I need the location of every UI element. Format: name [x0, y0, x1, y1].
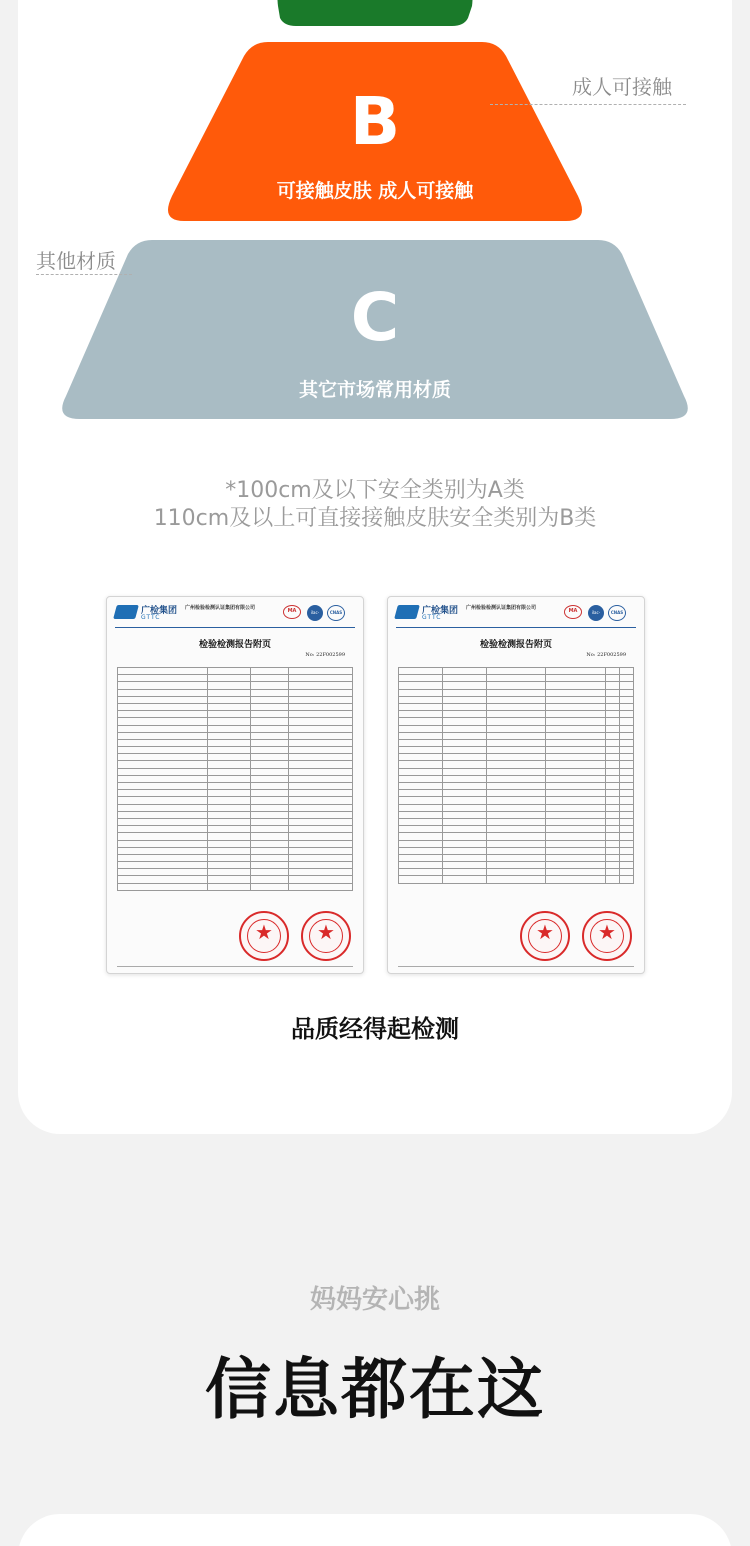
report-title: 检验检测报告附页: [198, 640, 271, 650]
tier-b-letter: B: [349, 83, 401, 160]
red-seal-icon: ★: [520, 911, 570, 961]
tier-b-label: 可接触皮肤 成人可接触: [276, 180, 474, 202]
report-logo-sub: GTTC: [141, 614, 161, 621]
ma-badge-icon: MA: [283, 605, 301, 619]
section-subtitle: 妈妈安心挑: [309, 1285, 440, 1315]
cnas-badge-icon: CNAS: [327, 605, 345, 621]
ilac-badge-icon: ilac-MRA: [588, 605, 604, 621]
safety-pyramid: [0, 0, 750, 430]
side-note-adult-line: [490, 104, 686, 105]
report-org: 广州检验检测认证集团有限公司: [466, 605, 537, 611]
side-note-other: 其他材质: [36, 249, 116, 273]
ma-badge-icon: MA: [564, 605, 582, 619]
tier-c-letter: C: [350, 279, 400, 356]
report-logo-sub: GTTC: [422, 614, 442, 621]
test-report-1[interactable]: [106, 596, 364, 974]
gttc-logo-icon: [113, 605, 139, 619]
cnas-badge-icon: CNAS: [608, 605, 626, 621]
safety-note-line-2: 110cm及以上可直接接触皮肤安全类别为B类: [153, 506, 597, 531]
quality-caption: 品质经得起检测: [291, 1015, 459, 1043]
next-card: [18, 1514, 732, 1546]
side-note-adult: 成人可接触: [572, 75, 672, 99]
ilac-badge-icon: ilac-MRA: [307, 605, 323, 621]
test-report-2[interactable]: [387, 596, 645, 974]
gttc-logo-icon: [394, 605, 420, 619]
section-title: 信息都在这: [205, 1351, 545, 1428]
report-header: [396, 603, 636, 631]
report-table: [117, 667, 353, 891]
red-seal-icon: ★: [582, 911, 632, 961]
tier-a-shape: [278, 0, 473, 26]
side-note-other-line: [36, 274, 132, 275]
report-number: No: 22F002599: [305, 652, 345, 658]
safety-note-line-1: *100cm及以下安全类别为A类: [225, 478, 525, 503]
red-seal-icon: ★: [301, 911, 351, 961]
report-number: No: 22F002599: [586, 652, 626, 658]
report-logo-text: 广检集团: [141, 606, 178, 616]
report-org: 广州检验检测认证集团有限公司: [185, 605, 256, 611]
tier-c-label: 其它市场常用材质: [298, 379, 451, 401]
report-logo-text: 广检集团: [422, 606, 459, 616]
report-table: [398, 667, 634, 884]
red-seal-icon: ★: [239, 911, 289, 961]
report-header: [115, 603, 355, 631]
report-title: 检验检测报告附页: [479, 640, 552, 650]
